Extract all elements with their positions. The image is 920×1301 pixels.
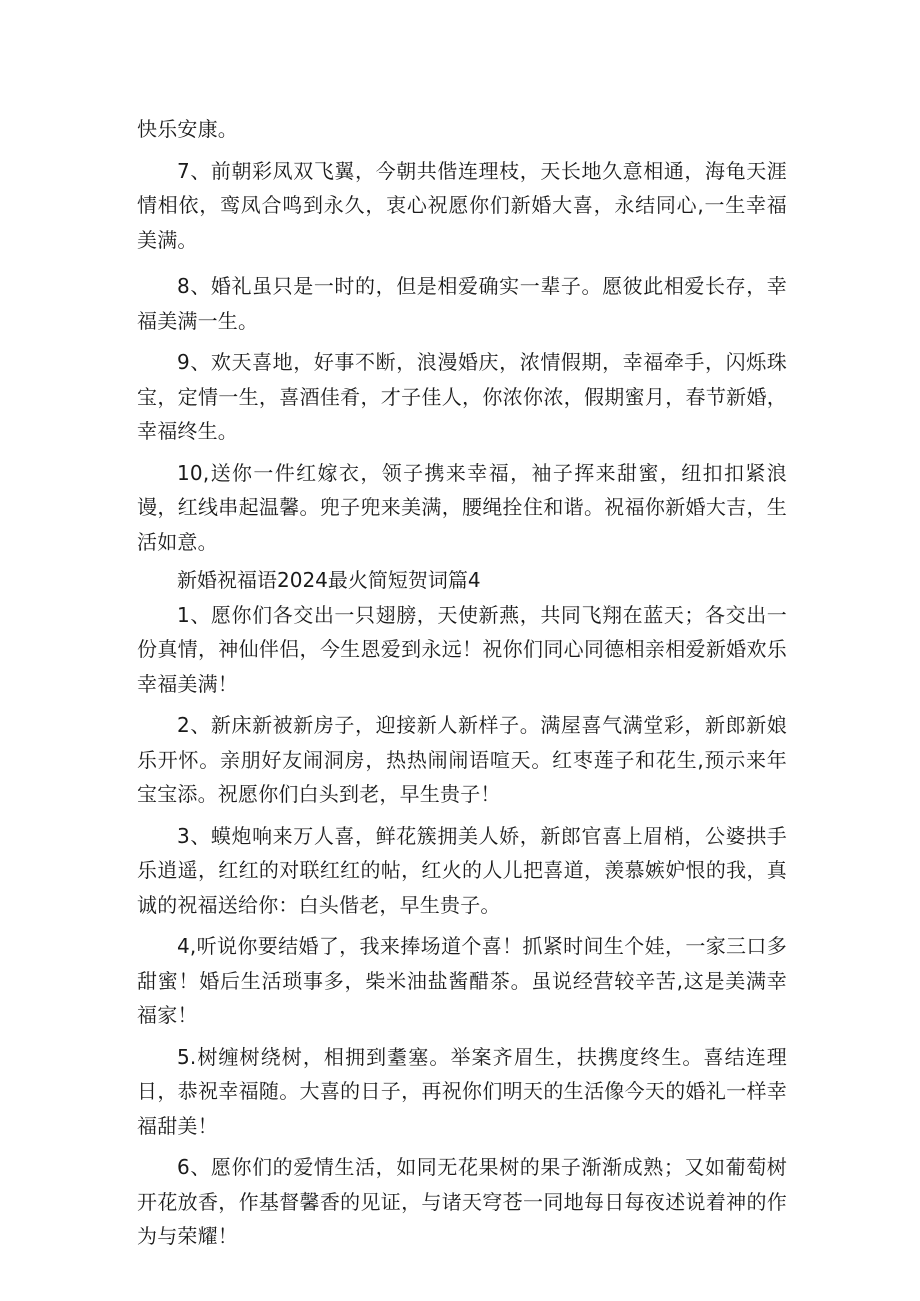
paragraph-item-8: 8、婚礼虽只是一时的，但是相爱确实一辈子。愿彼此相爱长存，幸福美满一生。 <box>137 274 787 333</box>
paragraph-continued: 快乐安康。 <box>137 117 238 141</box>
paragraph-item-10: 10,送你一件红嫁衣，领子携来幸福，袖子挥来甜蜜，纽扣扣紧浪谩，红线串起温馨。兜子兜来美满，腰绳拴住和谐。祝福你新婚大吉，生活如意。 <box>137 460 787 554</box>
paragraph-section-item-4: 4,听说你要结婚了，我来捧场道个喜！抓紧时间生个娃，一家三口多甜蜜！婚后生活琐事多，柴米油盐酱醋茶。虽说经营较辛苦,这是美满幸福家！ <box>137 934 787 1027</box>
paragraph-section-item-5: 5.树缠树绕树，相拥到耋塞。举案齐眉生，扶携度终生。喜结连理日，恭祝幸福随。大喜的日子，再祝你们明天的生活像今天的婚礼一样幸福甜美！ <box>137 1044 787 1138</box>
document-body <box>137 112 787 1254</box>
paragraph-item-7: 7、前朝彩凤双飞翼，今朝共偕连理枝，天长地久意相通，海龟天涯情相依，鸾凤合鸣到永久，衷心祝愿你们新婚大喜，永结同心,一生幸福美满。 <box>137 158 787 252</box>
paragraph-section-item-3: 3、蟆炮响来万人喜，鲜花簇拥美人娇，新郎官喜上眉梢，公婆拱手乐逍遥，红红的对联红红的帖，红火的人儿把喜道，羡慕嫉妒恨的我，真诚的祝福送给你：白头偕老，早生贵子。 <box>137 823 787 917</box>
section-heading: 新婚祝福语2024最火简短贺词篇4 <box>177 568 481 592</box>
paragraph-section-item-2: 2、新床新被新房子，迎接新人新样子。满屋喜气满堂彩，新郎新娘乐开怀。亲朋好友闹洞房，热热闹闹语喧天。红枣莲子和花生,预示来年宝宝添。祝愿你们白头到老，早生贵子！ <box>137 713 787 806</box>
paragraph-item-9: 9、欢天喜地，好事不断，浪漫婚庆，浓情假期，幸福牵手，闪烁珠宝，定情一生，喜酒佳肴，才子佳人，你浓你浓，假期蜜月，春节新婚，幸福终生。 <box>137 350 787 443</box>
paragraph-section-item-1: 1、愿你们各交出一只翅膀，天使新燕，共同飞翔在蓝天；各交出一份真情，神仙伴侣，今生恩爱到永远！祝你们同心同德相亲相爱新婚欢乐幸福美满！ <box>137 602 787 696</box>
paragraph-section-item-6: 6、愿你们的爱情生活，如同无花果树的果子渐渐成熟；又如葡萄树开花放香，作基督馨香的见证，与诸天穹苍一同地每日每夜述说着神的作为与荣耀！ <box>137 1155 787 1248</box>
